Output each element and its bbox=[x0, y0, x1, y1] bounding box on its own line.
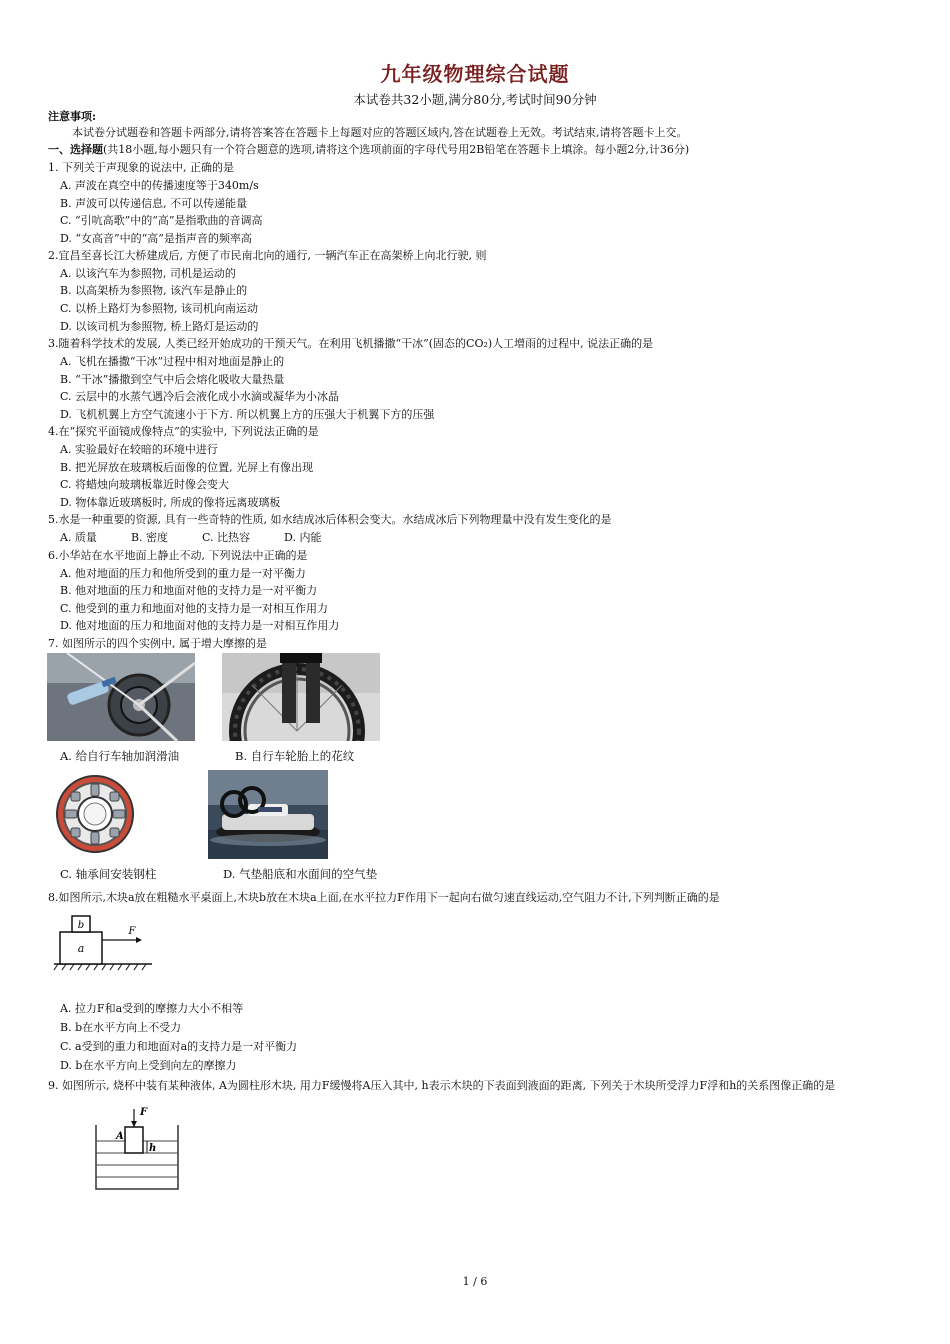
question-stem: 2.宜昌至喜长江大桥建成后, 方便了市民南北向的通行, 一辆汽车正在高架桥上向北行驶, 则 bbox=[48, 249, 487, 262]
question-option: B. 声波可以传递信息, 不可以传递能量 bbox=[60, 197, 248, 210]
photo-hovercraft bbox=[208, 770, 328, 859]
question-option: A. 他对地面的压力和他所受到的重力是一对平衡力 bbox=[60, 567, 306, 580]
question-stem: 8.如图所示,木块a放在粗糙水平桌面上,木块b放在木块a上面,在水平拉力F作用下一起向右做匀速直线运动,空气阻力不计,下列判断正确的是 bbox=[48, 891, 720, 904]
question-option: B. 把光屏放在玻璃板后面像的位置, 光屏上有像出现 bbox=[60, 461, 314, 474]
figure-caption-c: C. 轴承间安装钢柱 bbox=[60, 867, 157, 881]
question-option: D. 飞机机翼上方空气流速小于下方. 所以机翼上方的压强大于机翼下方的压强 bbox=[60, 408, 435, 421]
question-option: C. 以桥上路灯为参照物, 该司机向南运动 bbox=[60, 302, 259, 315]
block-a-label: a bbox=[77, 942, 85, 955]
question-option: C. 比热容 bbox=[202, 531, 251, 544]
notice-text: 本试卷分试题卷和答题卡两部分,请将答案答在答题卡上每题对应的答题区域内,答在试题卷上无效。考试结束,请将答题卡上交。 bbox=[72, 126, 688, 139]
question-stem: 7. 如图所示的四个实例中, 属于增大摩擦的是 bbox=[48, 637, 267, 650]
bearing-illustration bbox=[47, 772, 145, 857]
figure-blocks-on-table bbox=[52, 912, 154, 972]
notice-heading: 注意事项: bbox=[48, 110, 97, 123]
section-heading: 一、选择题 bbox=[48, 143, 103, 156]
question-option: C. 云层中的水蒸气遇冷后会液化成小水滴或凝华为小冰晶 bbox=[60, 390, 340, 403]
force-label: F bbox=[128, 926, 136, 937]
exam-title: 九年级物理综合试题 bbox=[380, 62, 570, 86]
figure-caption-d: D. 气垫船底和水面间的空气垫 bbox=[223, 867, 378, 881]
page-number: 1 / 6 bbox=[462, 1275, 488, 1288]
blocks-diagram bbox=[52, 912, 154, 972]
question-option: A. 拉力F和a受到的摩擦力大小不相等 bbox=[60, 1002, 244, 1015]
question-option: D. 内能 bbox=[284, 531, 322, 544]
question-option: A. 飞机在播撒“干冰”过程中相对地面是静止的 bbox=[60, 355, 285, 368]
question-option: C. “引吭高歌”中的“高”是指歌曲的音调高 bbox=[60, 214, 263, 227]
section-desc: (共18小题,每小题只有一个符合题意的选项,请将这个选项前面的字母代号用2B铅笔在答题卡上填涂。每小题2分,计36分) bbox=[103, 143, 690, 156]
question-options-row bbox=[60, 531, 355, 545]
question-stem: 5.水是一种重要的资源, 具有一些奇特的性质, 如水结成冰后体积会变大。水结成冰后下列物理量中没有发生变化的是 bbox=[48, 513, 612, 526]
fig9-force-label: F bbox=[140, 1107, 148, 1118]
figure-caption-b: B. 自行车轮胎上的花纹 bbox=[235, 749, 355, 763]
question-option: D. “女高音”中的“高”是指声音的频率高 bbox=[60, 232, 252, 245]
question-stem: 3.随着科学技术的发展, 人类已经开始成功的干预天气。在利用飞机播撒“干冰”(固态的CO₂)人工增雨的过程中, 说法正确的是 bbox=[48, 337, 654, 350]
bicycle-tire-illustration bbox=[222, 653, 380, 741]
exam-subtitle: 本试卷共32小题,满分80分,考试时间90分钟 bbox=[353, 92, 597, 107]
question-stem: 9. 如图所示, 烧杯中装有某种液体, A为圆柱形木块, 用力F缓慢将A压入其中, h表示木块的下表面到液面的距离, 下列关于木块所受浮力F浮和h的关系图像正确的是 bbox=[48, 1079, 836, 1092]
section-header bbox=[48, 143, 689, 157]
question-option: B. 密度 bbox=[130, 531, 169, 544]
question-option: C. 将蜡烛向玻璃板靠近时像会变大 bbox=[60, 478, 230, 491]
figure-caption-a: A. 给自行车轴加润滑油 bbox=[60, 749, 180, 763]
question-option: B. b在水平方向上不受力 bbox=[60, 1021, 182, 1034]
question-option: A. 以该汽车为参照物, 司机是运动的 bbox=[60, 267, 236, 280]
fig9-depth-label: h bbox=[149, 1143, 157, 1154]
question-stem: 6.小华站在水平地面上静止不动, 下列说法中正确的是 bbox=[48, 549, 308, 562]
question-option: B. 他对地面的压力和地面对他的支持力是一对平衡力 bbox=[60, 584, 318, 597]
question-option: A. 实验最好在较暗的环境中进行 bbox=[60, 443, 218, 456]
figure-beaker-block bbox=[92, 1101, 184, 1193]
bicycle-axle-illustration bbox=[47, 653, 195, 741]
photo-bearing bbox=[47, 772, 145, 857]
beaker-diagram bbox=[92, 1101, 184, 1193]
hovercraft-illustration bbox=[208, 770, 328, 859]
question-option: B. 以高架桥为参照物, 该汽车是静止的 bbox=[60, 284, 248, 297]
question-option: A. 声波在真空中的传播速度等于340m/s bbox=[60, 179, 259, 192]
photo-bicycle-tire bbox=[222, 653, 380, 741]
question-stem: 4.在“探究平面镜成像特点”的实验中, 下列说法正确的是 bbox=[48, 425, 319, 438]
question-option: C. 他受到的重力和地面对他的支持力是一对相互作用力 bbox=[60, 602, 329, 615]
question-option: D. 物体靠近玻璃板时, 所成的像将远离玻璃板 bbox=[60, 496, 281, 509]
block-b-label: b bbox=[77, 920, 85, 931]
question-stem: 1. 下列关于声现象的说法中, 正确的是 bbox=[48, 161, 234, 174]
question-option: D. 以该司机为参照物, 桥上路灯是运动的 bbox=[60, 320, 259, 333]
question-option: D. b在水平方向上受到向左的摩擦力 bbox=[60, 1059, 237, 1072]
fig9-block-label: A bbox=[116, 1131, 124, 1142]
question-option: C. a受到的重力和地面对a的支持力是一对平衡力 bbox=[60, 1040, 298, 1053]
question-option: A. 质量 bbox=[60, 531, 97, 544]
photo-bicycle-lubrication bbox=[47, 653, 195, 741]
question-option: B. “干冰”播撒到空气中后会熔化吸收大量热量 bbox=[60, 373, 285, 386]
question-option: D. 他对地面的压力和地面对他的支持力是一对相互作用力 bbox=[60, 619, 340, 632]
